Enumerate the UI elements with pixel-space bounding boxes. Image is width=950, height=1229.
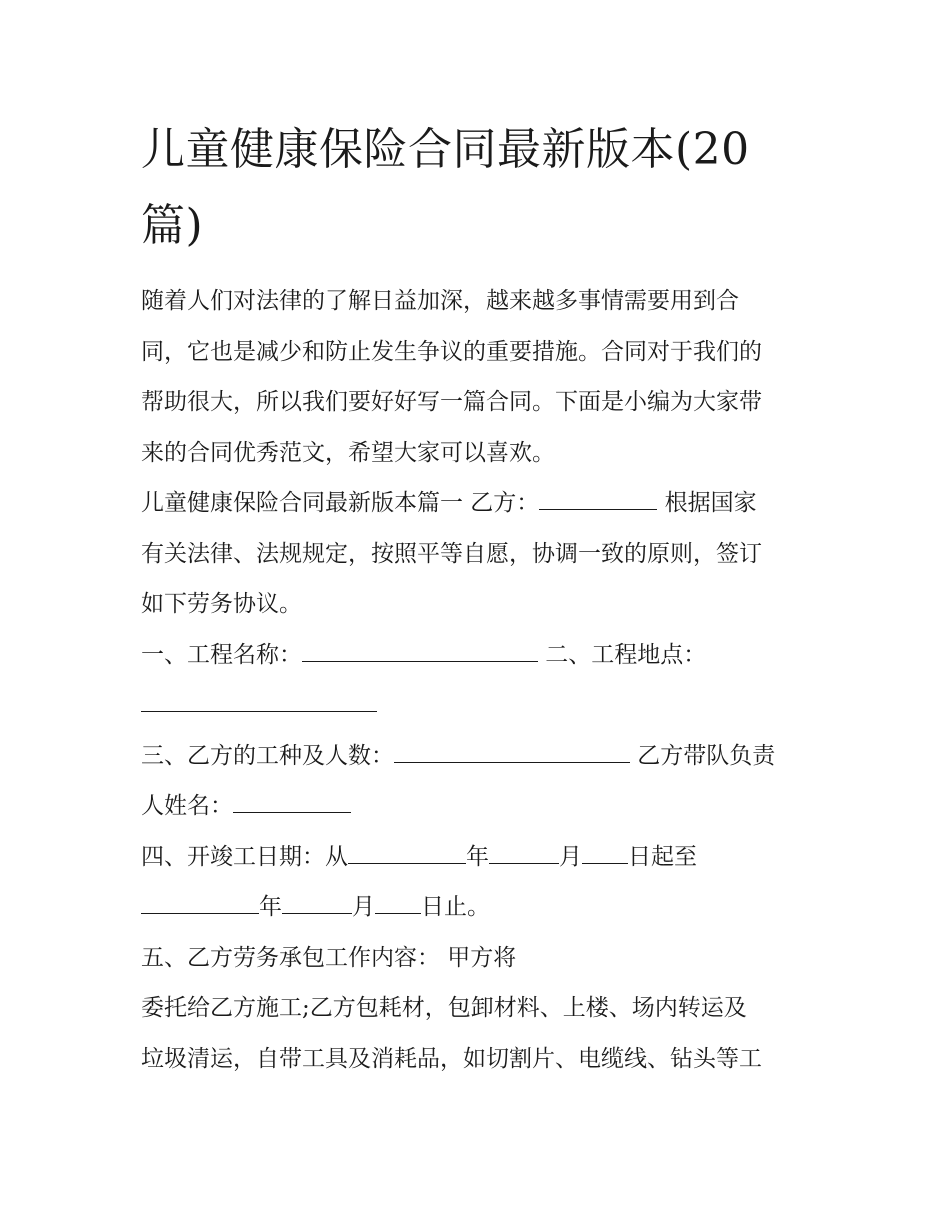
- intro-line: 同，它也是减少和防止发生争议的重要措施。合同对于我们的: [141, 338, 762, 365]
- worker-type-blank[interactable]: [394, 740, 630, 763]
- section-1-line-3: 如下劳务协议。: [141, 591, 302, 617]
- end-year-blank[interactable]: [141, 891, 259, 914]
- party-b-blank[interactable]: [539, 487, 657, 510]
- year-label: 年: [466, 843, 489, 870]
- end-day-blank[interactable]: [375, 891, 421, 914]
- section-1-paragraph: [141, 478, 813, 630]
- document-body: [141, 276, 813, 1084]
- intro-line: 来的合同优秀范文，希望大家可以喜欢。: [141, 439, 555, 466]
- end-month-blank[interactable]: [282, 891, 352, 914]
- project-name-blank[interactable]: [302, 639, 538, 662]
- start-year-blank[interactable]: [348, 841, 466, 864]
- start-day-blank[interactable]: [582, 841, 628, 864]
- start-month-blank[interactable]: [489, 841, 559, 864]
- month-label: 月: [559, 843, 582, 870]
- title-line-2: 篇): [141, 200, 204, 251]
- item-4-line-1: [141, 832, 813, 883]
- item-3-paragraph: [141, 731, 813, 832]
- document-title: [141, 112, 813, 264]
- month-label: 月: [352, 894, 375, 920]
- section-1-line-2: 有关法律、法规规定，按照平等自愿，协调一致的原则，签订: [141, 540, 762, 567]
- end-day-label: 日止。: [421, 894, 490, 920]
- item-5-line-2: 委托给乙方施工;乙方包耗材，包卸材料、上楼、场内转运及: [141, 995, 747, 1021]
- team-leader-name-label: 人姓名：: [141, 793, 233, 819]
- item-4-paragraph: [141, 832, 813, 933]
- item-1-line-1: [141, 630, 813, 681]
- item-3-line-1: [141, 731, 813, 782]
- schedule-label: 四、开竣工日期：从: [141, 843, 348, 870]
- project-location-blank[interactable]: [141, 689, 377, 712]
- project-location-label: 二、工程地点：: [538, 641, 707, 668]
- worker-type-label: 三、乙方的工种及人数：: [141, 742, 394, 769]
- item-3-line-2: [141, 781, 813, 832]
- team-leader-label: 乙方带队负责: [630, 742, 776, 769]
- start-day-label: 日起至: [628, 843, 697, 870]
- intro-paragraph: [141, 276, 813, 478]
- item-5-line-1: 五、乙方劳务承包工作内容： 甲方将: [141, 944, 517, 971]
- intro-line: 帮助很大，所以我们要好好写一篇合同。下面是小编为大家带: [141, 389, 762, 415]
- section-1-line-1: [141, 478, 813, 529]
- title-line-1: 儿童健康保险合同最新版本(20: [141, 124, 750, 175]
- section-1-line-1-suffix: 根据国家: [657, 490, 757, 516]
- item-5-paragraph: [141, 933, 813, 1085]
- item-1-paragraph: [141, 630, 813, 731]
- year-label: 年: [259, 894, 282, 920]
- team-leader-name-blank[interactable]: [233, 790, 351, 813]
- item-4-line-2: [141, 882, 813, 933]
- item-5-line-3: 垃圾清运，自带工具及消耗品，如切割片、电缆线、钻头等工: [141, 1045, 762, 1072]
- item-1-line-2: [141, 680, 813, 731]
- party-b-label: 儿童健康保险合同最新版本篇一 乙方：: [141, 490, 540, 516]
- intro-line: 随着人们对法律的了解日益加深，越来越多事情需要用到合: [141, 288, 739, 314]
- project-name-label: 一、工程名称：: [141, 641, 302, 668]
